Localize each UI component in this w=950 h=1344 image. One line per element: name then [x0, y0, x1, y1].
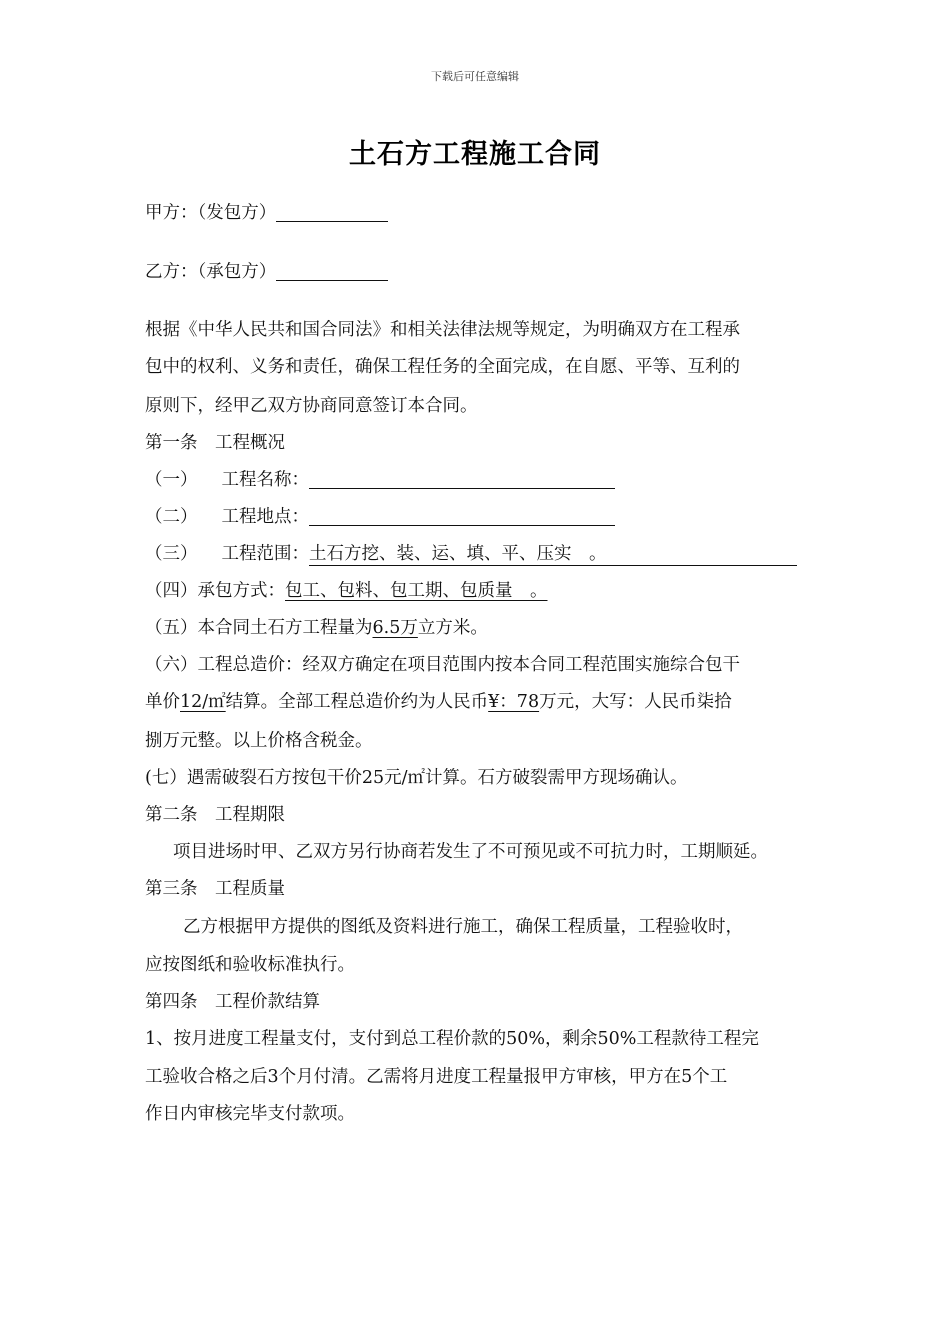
unit-price-prefix: 单价: [145, 692, 180, 712]
article-4-para-1-line-3: 作日内审核完毕支付款项。: [145, 1104, 355, 1124]
contract-mode-label: （四）承包方式：: [145, 581, 285, 601]
article-2-text: 项目进场时甲、乙双方另行协商若发生了不可预见或不可抗力时，工期顺延。: [173, 842, 768, 862]
contract-mode-value: 包工、包料、包工期、包质量 。: [285, 581, 548, 601]
party-b-blank[interactable]: [276, 262, 388, 281]
article-1-item-6-line-2: [145, 688, 732, 713]
party-a-line: [145, 199, 388, 224]
party-a-label: 甲方：（发包方）: [145, 203, 277, 223]
project-scope-value: 土石方挖、装、运、填、平、压实 。: [309, 540, 797, 566]
project-name-blank[interactable]: [309, 470, 615, 489]
document-title: 土石方工程施工合同: [349, 139, 601, 170]
quantity-prefix: （五）本合同土石方工程量为: [145, 618, 373, 638]
item-3-number: （三）: [145, 544, 198, 564]
article-3-line-1: 乙方根据甲方提供的图纸及资料进行施工，确保工程质量，工程验收时，: [183, 917, 743, 937]
article-4-para-1-line-2: 工验收合格之后3个月付清。乙需将月进度工程量报甲方审核，甲方在5个工: [145, 1067, 728, 1087]
article-1-item-4: [145, 577, 548, 602]
article-1-item-6-line-1: （六）工程总造价：经双方确定在项目范围内按本合同工程范围实施综合包干: [145, 655, 740, 675]
intro-line-2: 包中的权利、义务和责任，确保工程任务的全面完成，在自愿、平等、互利的: [145, 357, 740, 377]
party-b-label: 乙方：（承包方）: [145, 262, 277, 282]
party-a-blank[interactable]: [276, 203, 388, 222]
article-1-item-6-line-3: 捌万元整。以上价格含税金。: [145, 731, 373, 751]
article-1-item-1: [145, 466, 615, 491]
party-b-line: [145, 258, 388, 283]
intro-line-3: 原则下，经甲乙双方协商同意签订本合同。: [145, 396, 478, 416]
project-location-blank[interactable]: [309, 507, 615, 526]
item-2-number: （二）: [145, 507, 198, 527]
project-location-label: 工程地点：: [221, 507, 309, 527]
article-1-item-2: [145, 503, 615, 528]
article-1-item-7: (七）遇需破裂石方按包干价25元/㎡计算。石方破裂需甲方现场确认。: [145, 768, 688, 788]
quantity-value: 6.5万: [372, 618, 418, 638]
quantity-suffix: 立方米。: [417, 618, 488, 638]
article-2-heading: 第二条 工程期限: [145, 805, 285, 825]
total-price-prefix: 结算。全部工程总造价约为人民币: [225, 692, 489, 712]
article-4-para-1-line-1: 1、按月进度工程量支付，支付到总工程价款的50%，剩余50%工程款待工程完: [145, 1029, 759, 1049]
header-note: 下载后可任意编辑: [431, 70, 519, 83]
project-name-label: 工程名称：: [221, 470, 309, 490]
total-price-suffix: 万元，大写：人民币柒拾: [539, 692, 732, 712]
article-3-heading: 第三条 工程质量: [145, 879, 285, 899]
project-scope-label: 工程范围：: [221, 544, 309, 564]
article-1-heading: 第一条 工程概况: [145, 433, 285, 453]
unit-price-value: 12/㎡: [180, 692, 226, 712]
intro-line-1: 根据《中华人民共和国合同法》和相关法律法规等规定，为明确双方在工程承: [145, 320, 740, 340]
article-3-line-2: 应按图纸和验收标准执行。: [145, 955, 355, 975]
article-1-item-5: [145, 614, 488, 639]
article-4-heading: 第四条 工程价款结算: [145, 992, 320, 1012]
total-price-value: ¥：78: [488, 692, 540, 712]
item-1-number: （一）: [145, 470, 198, 490]
article-1-item-3: [145, 540, 797, 566]
